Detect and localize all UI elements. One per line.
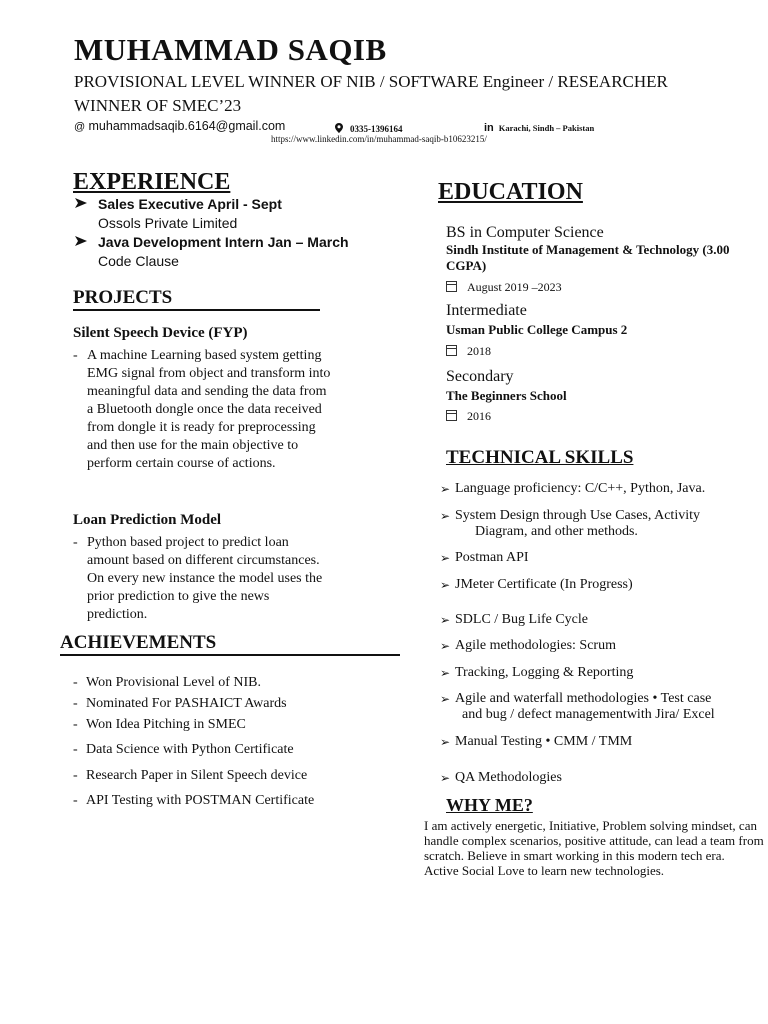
skill-item: ➢ Agile and waterfall methodologies • Test case and bug / defect managementwith Jira/ Excel <box>440 691 715 722</box>
experience-heading: EXPERIENCE <box>73 169 231 195</box>
education-date: August 2019 –2023 <box>467 280 562 294</box>
arrow-bullet-icon <box>74 234 88 252</box>
education-item <box>446 224 746 295</box>
education-degree: BS in Computer Science <box>446 224 604 241</box>
education-institution: Sindh Institute of Management & Technology (3.00 CGPA) <box>446 242 730 273</box>
experience-item <box>74 196 404 231</box>
education-date-row <box>446 344 746 359</box>
arrow-bullet-icon <box>74 196 88 214</box>
education-institution: Usman Public College Campus 2 <box>446 322 628 337</box>
achievement-item: - Research Paper in Silent Speech device <box>73 768 308 783</box>
linkedin-url[interactable]: https://www.linkedin.com/in/muhammad-saqib-b10623215/ <box>271 134 487 144</box>
calendar-icon <box>446 345 457 356</box>
headline <box>74 70 764 118</box>
skill-item: ➢ Language proficiency: C/C++, Python, Java. <box>440 481 706 496</box>
achievements-list <box>73 674 413 810</box>
technical-skills-heading: TECHNICAL SKILLS <box>446 447 634 468</box>
project-description-text: Python based project to predict loan amount based on different circumstances. On every new instance the model uses the prior prediction to give the news prediction. <box>87 535 323 622</box>
experience-title: Java Development Intern Jan – March <box>98 234 349 250</box>
project-title: Loan Prediction Model <box>73 512 222 528</box>
at-icon: @ <box>74 121 86 133</box>
skill-item: ➢ SDLC / Bug Life Cycle <box>440 612 588 627</box>
skill-item: ➢ Manual Testing • CMM / TMM <box>440 734 633 749</box>
achievement-item: - Data Science with Python Certificate <box>73 742 294 757</box>
headline-line-1: PROVISIONAL LEVEL WINNER OF NIB / SOFTWARE Engineer / RESEARCHER <box>74 72 668 91</box>
education-date: 2016 <box>467 409 491 423</box>
calendar-icon <box>446 281 457 292</box>
skill-item: ➢ JMeter Certificate (In Progress) <box>440 577 633 592</box>
project-description: - A machine Learning based system getting EMG signal from object and transform into meaningful data and sending the data from a Bluetooth dongle once the data received from dongle it is ready for preprocessing and then use for the main objective to perform certain course of actions. <box>73 348 331 471</box>
calendar-icon <box>446 410 457 421</box>
skill-item: ➢ Agile methodologies: Scrum <box>440 638 616 653</box>
phone-text: 0335-1396164 <box>350 124 403 134</box>
achievement-item: - Won Idea Pitching in SMEC <box>73 717 246 732</box>
why-me-heading: WHY ME? <box>446 795 533 815</box>
experience-company: Ossols Private Limited <box>98 215 238 231</box>
why-me-text <box>424 818 766 878</box>
education-item <box>446 368 746 424</box>
experience-item <box>74 234 404 269</box>
education-degree: Secondary <box>446 368 514 385</box>
headline-line-2: WINNER OF SMEC’23 <box>74 96 242 115</box>
candidate-name: MUHAMMAD SAQIB <box>74 32 387 67</box>
projects-heading: PROJECTS <box>73 287 320 311</box>
education-item <box>446 302 746 359</box>
linkedin-location <box>484 120 594 135</box>
project-description: - Python based project to predict loan amount based on different circumstances. On every new instance the model uses the prior prediction to give the news prediction. <box>73 535 323 622</box>
achievement-item: - Nominated For PASHAICT Awards <box>73 696 287 711</box>
achievements-heading: ACHIEVEMENTS <box>60 632 400 656</box>
achievement-item: - API Testing with POSTMAN Certificate <box>73 793 315 808</box>
skill-item: ➢ Tracking, Logging & Reporting <box>440 665 634 680</box>
skill-item: ➢ System Design through Use Cases, Activity Diagram, and other methods. <box>440 508 700 539</box>
project-title: Silent Speech Device (FYP) <box>73 325 248 341</box>
email-text: muhammadsaqib.6164@gmail.com <box>88 119 286 133</box>
location-text: Karachi, Sindh – Pakistan <box>498 123 595 133</box>
linkedin-icon: in <box>484 122 494 134</box>
education-date-row <box>446 409 746 424</box>
education-degree: Intermediate <box>446 302 527 319</box>
why-me-paragraph: I am actively energetic, Initiative, Problem solving mindset, can handle complex scenarios, positive attitude, can lead a team from scratch. Believe in smart working in this modern tech era. <box>424 818 764 863</box>
education-date-row <box>446 280 746 295</box>
experience-company: Code Clause <box>98 253 179 269</box>
why-me-paragraph: Active Social Love to learn new technologies. <box>424 863 665 878</box>
education-institution: The Beginners School <box>446 388 567 403</box>
experience-title: Sales Executive April - Sept <box>98 196 282 212</box>
project-description-text: A machine Learning based system getting EMG signal from object and transform into meaningful data and sending the data from a Bluetooth dongle once the data received from dongle it is ready for preprocessing and then use for the main objective to perform certain course of actions. <box>87 348 331 471</box>
achievement-item: - Won Provisional Level of NIB. <box>73 675 262 690</box>
skill-item: ➢ Postman API <box>440 550 529 565</box>
education-heading: EDUCATION <box>438 179 583 205</box>
education-date: 2018 <box>467 344 491 358</box>
email-contact[interactable] <box>74 119 285 133</box>
skill-item: ➢ QA Methodologies <box>440 770 562 785</box>
